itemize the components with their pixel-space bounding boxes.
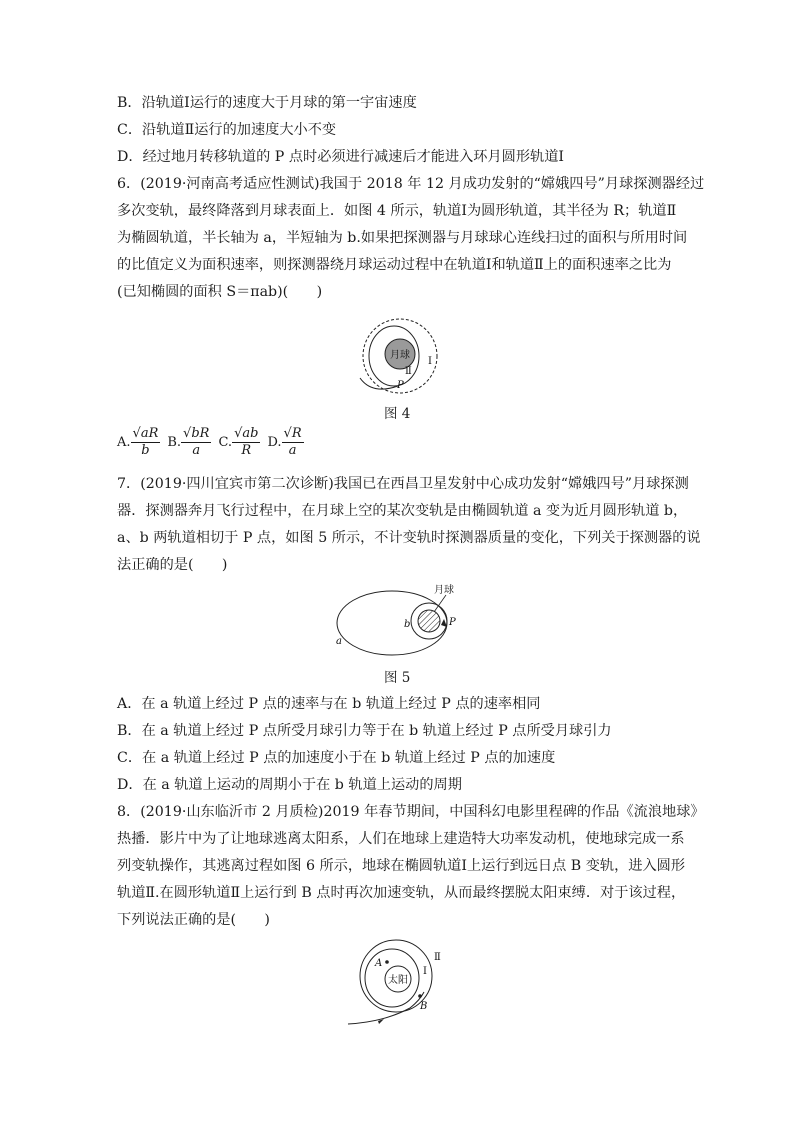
q6-option-b: B. $\frac{√bR}{a}$ <box>167 426 210 458</box>
q6-line-2: 多次变轨，最终降落到月球表面上．如图 4 所示，轨道Ⅰ为圆形轨道，其半径为 R；轨道Ⅱ <box>117 203 677 219</box>
q8-line-2: 热播．影片中为了让地球逃离太阳系，人们在地球上建造特大功率发动机，使地球完成一系 <box>117 831 685 847</box>
q6-b-denominator: a <box>192 443 201 458</box>
q6-line-3: 为椭圆轨道，半长轴为 a，半短轴为 b.如果把探测器与月球球心连线扫过的面积与所用时间 <box>117 230 688 246</box>
option-c-text: C．沿轨道Ⅱ运行的加速度大小不变 <box>117 122 337 138</box>
q6-a-denominator: b <box>141 443 150 458</box>
orbit-1-label: Ⅰ <box>423 966 427 977</box>
q6-options <box>117 426 304 459</box>
q6-c-numerator: √ab <box>234 426 259 441</box>
orbit-a-label: a <box>336 636 342 647</box>
sun-label: 太阳 <box>388 975 408 986</box>
figure-5-caption: 图 5 <box>384 670 411 686</box>
q7-option-b: B．在 a 轨道上经过 P 点所受月球引力等于在 b 轨道上经过 P 点所受月球引力 <box>117 723 612 739</box>
figure-4-diagram <box>340 316 450 398</box>
q6-option-c: C. $\frac{√ab}{R}$ <box>218 426 259 458</box>
p-arrowhead <box>441 619 447 627</box>
moon-hatched-disk <box>418 610 440 632</box>
q7-line-3: a、b 两轨道相切于 P 点，如图 5 所示，不计变轨时探测器质量的变化，下列关于探测器的说 <box>117 530 701 546</box>
figure-4-caption: 图 4 <box>384 406 411 422</box>
point-p-label: P <box>397 380 404 391</box>
q6-c-denominator: R <box>241 443 252 458</box>
moon-label: 月球 <box>434 585 454 596</box>
q8-line-1: 8．(2019·山东临沂市 2 月质检)2019 年春节期间，中国科幻电影里程碑的作品《流浪地球》 <box>117 804 705 820</box>
moon-label: 月球 <box>390 350 410 361</box>
q7-option-a: A．在 a 轨道上经过 P 点的速率与在 b 轨道上经过 P 点的速率相同 <box>117 696 541 712</box>
q7-line-1: 7．(2019·四川宜宾市第二次诊断)我国已在西昌卫星发射中心成功发射“嫦娥四号”月球探测 <box>117 476 689 492</box>
q8-line-5: 下列说法正确的是( ) <box>117 912 270 928</box>
q6-d-numerator: √R <box>283 426 302 441</box>
q8-line-4: 轨道Ⅱ.在圆形轨道Ⅱ上运行到 B 点时再次加速变轨，从而最终摆脱太阳束缚．对于该过程， <box>117 885 686 901</box>
q6-a-numerator: √aR <box>132 426 159 441</box>
orbit-2-label: Ⅱ <box>434 952 441 963</box>
q8-line-3: 列变轨操作，其逃离过程如图 6 所示，地球在椭圆轨道Ⅰ上运行到远日点 B 变轨，进入圆形 <box>117 858 686 874</box>
q6-option-a: A. $\frac{√aR}{b}$ <box>117 426 159 458</box>
q6-line-5: (已知椭圆的面积 S＝πab)( ) <box>117 284 323 300</box>
q6-d-denominator: a <box>288 443 297 458</box>
orbit-2-label: Ⅱ <box>405 366 412 377</box>
q6-option-d: D. $\frac{√R}{a}$ <box>267 426 302 458</box>
q7-line-2: 器．探测器奔月飞行过程中，在月球上空的某次变轨是由椭圆轨道 a 变为近月圆形轨道 b， <box>117 503 688 519</box>
point-b-label: B <box>420 1001 428 1012</box>
figure-5-diagram <box>330 583 475 659</box>
q7-option-c: C．在 a 轨道上经过 P 点的加速度小于在 b 轨道上经过 P 点的加速度 <box>117 750 556 766</box>
q6-line-1: 6．(2019·河南高考适应性测试)我国于 2018 年 12 月成功发射的“嫦娥四号”月球探测器经过 <box>117 176 705 192</box>
figure-6-diagram <box>344 938 454 1030</box>
q7-line-4: 法正确的是( ) <box>117 557 228 573</box>
option-d-text: D．经过地月转移轨道的 P 点时必须进行减速后才能进入环月圆形轨道Ⅰ <box>117 149 564 165</box>
point-p-label: P <box>449 617 456 628</box>
point-a-dot <box>385 960 389 964</box>
q6-line-4: 的比值定义为面积速率，则探测器绕月球运动过程中在轨道Ⅰ和轨道Ⅱ上的面积速率之比为 <box>117 257 672 273</box>
option-b-text: B．沿轨道Ⅰ运行的速度大于月球的第一宇宙速度 <box>117 95 417 111</box>
q6-b-numerator: √bR <box>183 426 210 441</box>
point-a-label: A <box>375 958 383 969</box>
orbit-1-label: Ⅰ <box>428 356 432 367</box>
point-b-dot <box>418 994 422 998</box>
q7-option-d: D．在 a 轨道上运动的周期小于在 b 轨道上运动的周期 <box>117 777 462 793</box>
orbit-b-label: b <box>404 619 411 630</box>
